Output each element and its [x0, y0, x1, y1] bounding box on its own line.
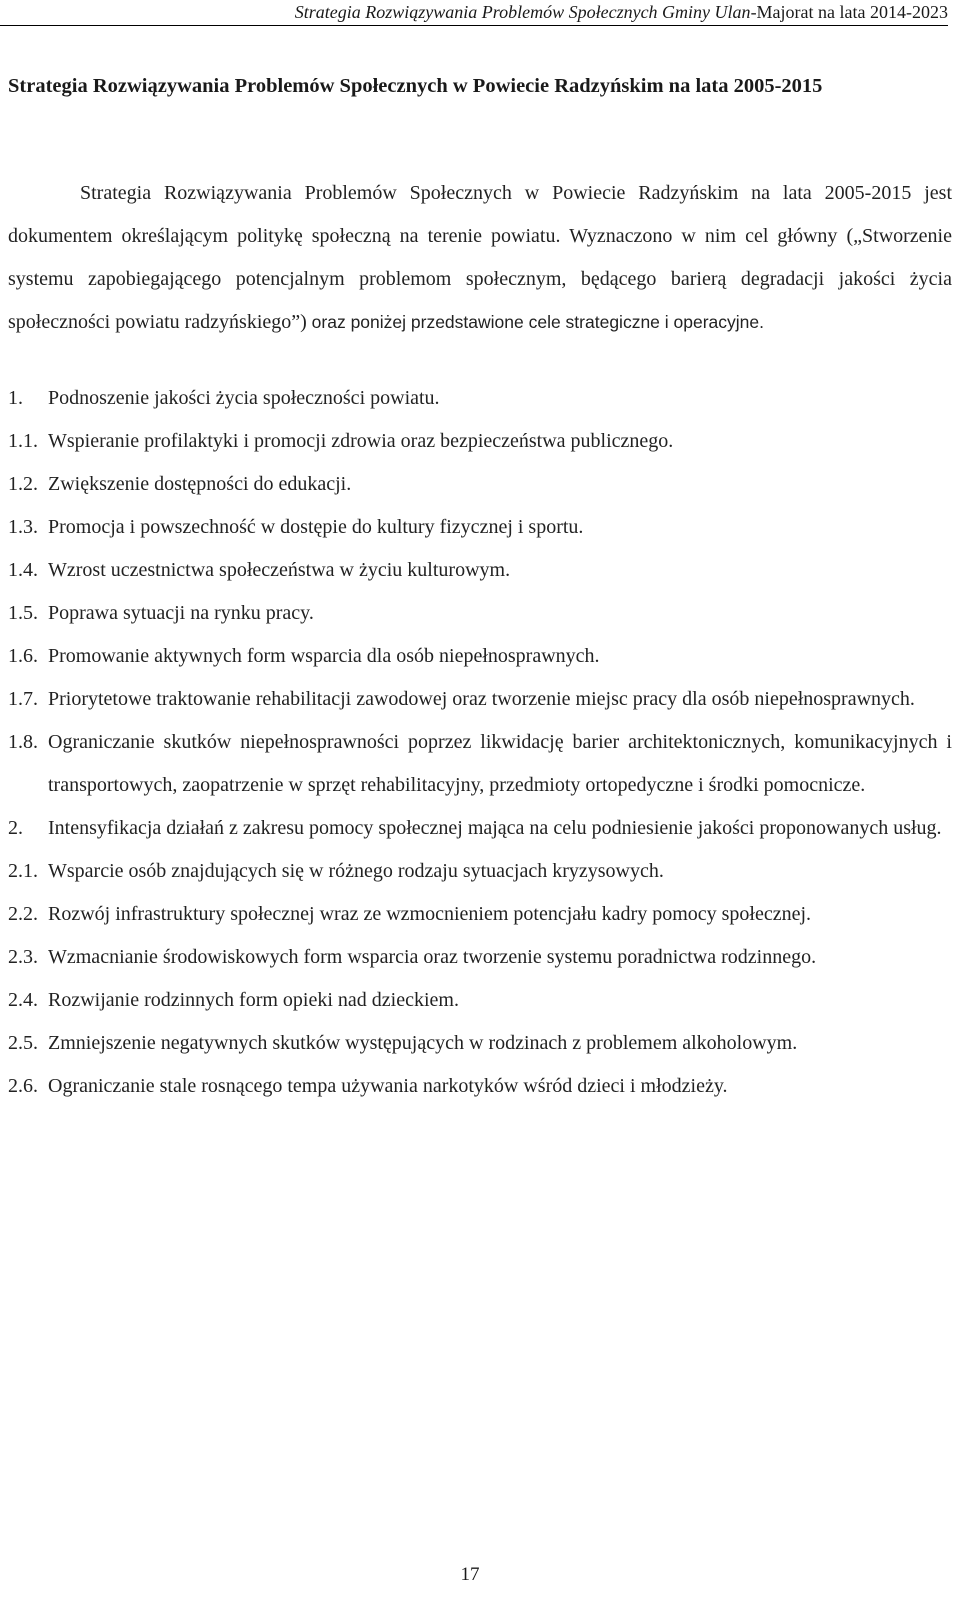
goal-item	[8, 549, 952, 592]
goal-number: 1.2.	[8, 473, 38, 495]
goal-item	[8, 506, 952, 549]
goal-item	[8, 463, 952, 506]
goal-number: 1.7.	[8, 688, 38, 710]
goal-number: 2.5.	[8, 1032, 38, 1054]
goal-number: 1.5.	[8, 602, 38, 624]
goal-text: Poprawa sytuacji na rynku pracy.	[48, 602, 314, 624]
goal-text: Podnoszenie jakości życia społeczności powiatu.	[48, 387, 440, 409]
header-title-italic: Strategia Rozwiązywania Problemów Społecznych Gminy Ulan	[294, 2, 751, 22]
goal-number: 1.1.	[8, 430, 38, 452]
goal-item	[8, 979, 952, 1022]
goal-number: 2.1.	[8, 860, 38, 882]
intro-text: Strategia Rozwiązywania Problemów Społecznych w Powiecie Radzyńskim na lata 2005-2015 jest dokumentem określającym politykę społeczną na terenie powiatu. Wyznaczono w nim cel główny („Stworzenie systemu zapobiegającego potencjalnym problemom społecznym, będącego barierą degradacji jakości życia społeczności powiatu radzyńskiego”)	[8, 182, 952, 333]
intro-paragraph	[8, 172, 952, 344]
goal-text: Intensyfikacja działań z zakresu pomocy społecznej mająca na celu podniesienie jakości proponowanych usług.	[48, 817, 942, 839]
header-title-normal: -Majorat na lata 2014-2023	[750, 2, 948, 22]
goal-text: Wsparcie osób znajdujących się w różnego rodzaju sytuacjach kryzysowych.	[48, 860, 664, 882]
goal-text: Priorytetowe traktowanie rehabilitacji zawodowej oraz tworzenie miejsc pracy dla osób niepełnosprawnych.	[48, 688, 915, 710]
goal-text: Wzrost uczestnictwa społeczeństwa w życiu kulturowym.	[48, 559, 511, 581]
goal-number: 1.8.	[8, 731, 38, 753]
goal-number: 1.3.	[8, 516, 38, 538]
goal-text: Rozwijanie rodzinnych form opieki nad dzieckiem.	[48, 989, 459, 1011]
goal-number: 2.3.	[8, 946, 38, 968]
goal-number: 2.2.	[8, 903, 38, 925]
section-title: Strategia Rozwiązywania Problemów Społecznych w Powiecie Radzyńskim na lata 2005-2015	[8, 75, 823, 97]
goal-number: 1.6.	[8, 645, 38, 667]
goal-text: Ograniczanie stale rosnącego tempa używania narkotyków wśród dzieci i młodzieży.	[48, 1075, 728, 1097]
goal-text: Promowanie aktywnych form wsparcia dla osób niepełnosprawnych.	[48, 645, 600, 667]
goal-text: Zwiększenie dostępności do edukacji.	[48, 473, 352, 495]
goals-list	[8, 377, 952, 1108]
goal-text: Wzmacnianie środowiskowych form wsparcia oraz tworzenie systemu poradnictwa rodzinnego.	[48, 946, 817, 968]
goal-text: Promocja i powszechność w dostępie do kultury fizycznej i sportu.	[48, 516, 584, 538]
goal-number: 2.6.	[8, 1075, 38, 1097]
goal-item	[8, 592, 952, 635]
goal-number: 1.4.	[8, 559, 38, 581]
goal-item	[8, 377, 952, 420]
goal-item	[8, 721, 952, 807]
goal-item	[8, 1065, 952, 1108]
goal-number: 1.	[8, 387, 23, 409]
goal-text: Ograniczanie skutków niepełnosprawności poprzez likwidację barier architektonicznych, komunikacyjnych i transportowych, zaopatrzenie w sprzęt rehabilitacyjny, przedmioty ortopedyczne i środki pomocnicze.	[48, 731, 952, 796]
running-header	[0, 0, 948, 26]
goal-text: Wspieranie profilaktyki i promocji zdrowia oraz bezpieczeństwa publicznego.	[48, 430, 674, 452]
goal-item	[8, 678, 952, 721]
goal-item	[8, 850, 952, 893]
goal-item	[8, 1022, 952, 1065]
goal-item	[8, 807, 952, 850]
goal-text: Rozwój infrastruktury społecznej wraz ze wzmocnieniem potencjału kadry pomocy społecznej.	[48, 903, 812, 925]
goal-item	[8, 635, 952, 678]
goal-item	[8, 420, 952, 463]
goal-item	[8, 893, 952, 936]
page-number: 17	[460, 1564, 480, 1585]
intro-text-continued: oraz poniżej przedstawione cele strategiczne i operacyjne.	[306, 312, 764, 332]
goal-number: 2.	[8, 817, 23, 839]
goal-item	[8, 936, 952, 979]
goal-number: 2.4.	[8, 989, 38, 1011]
goal-text: Zmniejszenie negatywnych skutków występujących w rodzinach z problemem alkoholowym.	[48, 1032, 798, 1054]
